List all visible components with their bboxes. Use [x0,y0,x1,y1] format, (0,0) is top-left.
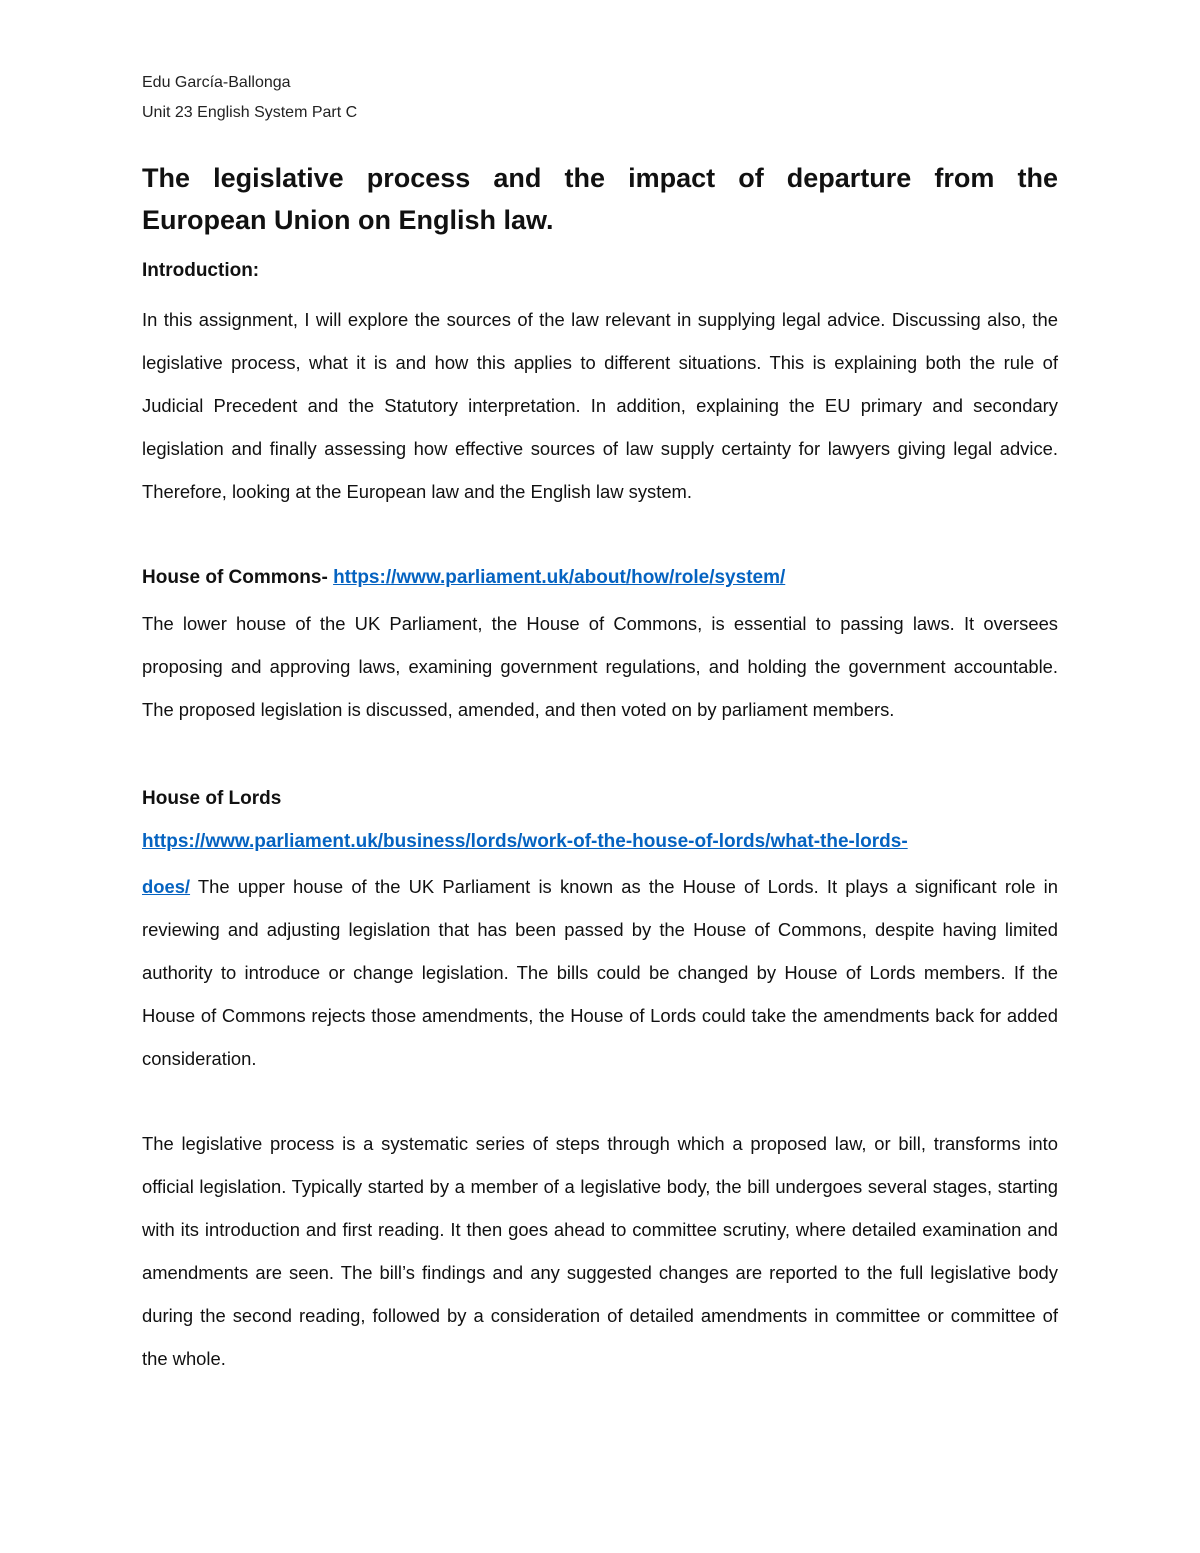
commons-heading: House of Commons- [142,567,334,588]
author-name: Edu García-Ballonga [142,74,291,91]
introduction-heading: Introduction: [142,260,260,281]
lords-heading: House of Lords [142,788,282,809]
document-title [142,157,1058,241]
legislative-process-paragraph: The legislative process is a systematic series of steps through which a proposed law, or bill, transforms into official legislation. Typically started by a member of a legislative body, the bill undergoes several stages, starting with its introduction and first reading. It then goes ahead to committee scrutiny, where detailed examination and amendments are seen. The bill’s findings and any suggested changes are reported to the full legislative body during the second reading, followed by a consideration of detailed amendments in committee or committee of the whole. [142,1133,1058,1369]
title-line-1: The legislative process and the impact of departure from the [142,163,1058,193]
lords-link-line-1 [142,831,908,853]
commons-heading-line [142,567,785,589]
unit-title: Unit 23 English System Part C [142,104,358,121]
commons-link[interactable]: https://www.parliament.uk/about/how/role/system/ [333,567,786,588]
lords-link-continued[interactable]: does/ [142,876,191,897]
lords-body: The upper house of the UK Parliament is known as the House of Lords. It plays a significant role in reviewing and adjusting legislation that has been passed by the House of Commons, despite having limited authority to introduce or change legislation. The bills could be changed by House of Lords members. If the House of Commons rejects those amendments, the House of Lords could take the amendments back for added consideration. [142,876,1058,1069]
lords-link[interactable]: https://www.parliament.uk/business/lords/work-of-the-house-of-lords/what-the-lords- [142,831,908,852]
introduction-paragraph: In this assignment, I will explore the sources of the law relevant in supplying legal advice. Discussing also, the legislative process, what it is and how this applies to different situations. This is explaining both the rule of Judicial Precedent and the Statutory interpretation. In addition, explaining the EU primary and secondary legislation and finally assessing how effective sources of law supply certainty for lawyers giving legal advice. Therefore, looking at the European law and the English law system. [142,309,1058,502]
title-line-2: European Union on English law. [142,205,554,235]
commons-paragraph: The lower house of the UK Parliament, the House of Commons, is essential to passing laws. It oversees proposing and approving laws, examining government regulations, and holding the government accountable. The proposed legislation is discussed, amended, and then voted on by parliament members. [142,613,1058,720]
lords-paragraph [142,865,1058,1080]
